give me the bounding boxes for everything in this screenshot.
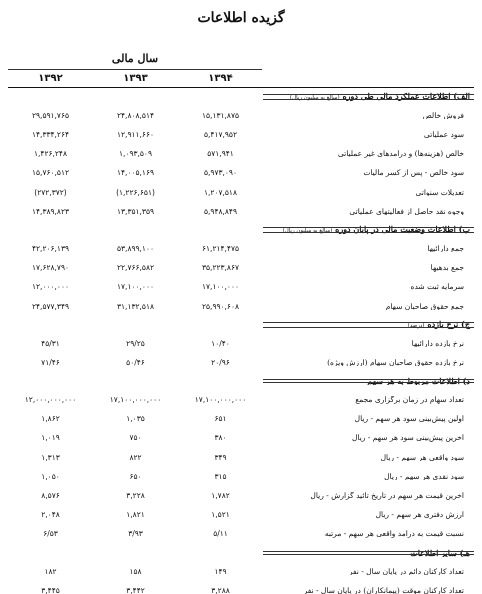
- fiscal-year-group-label: سال مالی: [8, 52, 262, 70]
- row-label: تعداد کارکنان موقت (پیمانکاران) در پایان سال - نفر: [303, 586, 464, 594]
- table-row: [8, 353, 474, 372]
- year-header: ۱۳۹۲: [38, 72, 63, 84]
- section-title-text: ج) نرخ بازده: [427, 320, 470, 330]
- section-header: [8, 372, 474, 390]
- table-row: [8, 278, 474, 297]
- section-unit: (مبالغ به میلیون ریال): [282, 228, 333, 235]
- value-cell: ۲۹/۲۵: [126, 338, 145, 348]
- value-cell: ۵۷۱,۹۴۱: [207, 149, 234, 159]
- table-row: [8, 125, 474, 144]
- section-title-box: [263, 94, 474, 100]
- value-cell: ۱,۵۲۱: [211, 510, 230, 520]
- value-cell: ۱,۷۸۲: [211, 491, 230, 501]
- section-title-text: الف) اطلاعات عملکرد مالی طی دوره: [342, 92, 470, 102]
- value-cell: ۲۹,۵۹۱,۷۶۵: [32, 110, 69, 120]
- value-cell: ۷۵۰: [129, 433, 142, 443]
- section-title: [263, 92, 474, 102]
- row-label: وجوه نقد حاصل از فعالیتهای عملیاتی: [349, 207, 464, 216]
- value-cell: ۲۴,۵۷۷,۳۴۹: [32, 301, 69, 311]
- value-cell: ۲۲,۷۶۶,۵۸۲: [117, 263, 154, 273]
- section-header: [8, 544, 474, 562]
- table-row: [8, 297, 474, 316]
- value-cell: ۵,۹۴۸,۸۴۹: [204, 206, 237, 216]
- value-cell: ۲۴,۸۰۸,۵۱۴: [117, 110, 154, 120]
- value-cell: ۱,۰۳۵: [126, 414, 145, 424]
- value-cell: ۱,۳۱۳: [41, 452, 60, 462]
- value-cell: ۳,۴۴۲: [126, 585, 145, 594]
- table-row: [8, 448, 474, 467]
- value-cell: ۱,۸۶۲: [41, 414, 60, 424]
- value-cell: ۶۵۱: [214, 414, 227, 424]
- section-header: [8, 221, 474, 239]
- value-cell: ۱,۸۲۱: [126, 510, 145, 520]
- table-row: [8, 505, 474, 524]
- table-row: [8, 467, 474, 486]
- value-cell: ۴۵/۳۱: [41, 338, 60, 348]
- value-cell: ۱۷,۱۰۰,۰۰۰: [202, 282, 239, 292]
- value-cell: ۱۵,۱۳۱,۸۷۵: [202, 110, 239, 120]
- value-cell: ۱۴,۰۰۵,۱۶۹: [117, 168, 154, 178]
- section-title: [263, 549, 474, 557]
- value-cell: (۱,۲۲۶,۶۵۱): [116, 187, 155, 197]
- table-row: [8, 486, 474, 505]
- section-title-text: ب) اطلاعات وضعیت مالی در پایان دوره: [335, 225, 470, 235]
- value-cell: ۷۱/۴۶: [41, 357, 60, 367]
- section-title-box: [263, 322, 474, 328]
- value-cell: ۱۲,۹۱۱,۶۶۰: [117, 130, 154, 140]
- value-cell: ۱,۲۰۷,۵۱۸: [204, 187, 237, 197]
- table-row: [8, 334, 474, 353]
- value-cell: ۱,۰۹۳,۵۰۹: [119, 149, 152, 159]
- table-row: [8, 202, 474, 221]
- value-cell: ۱,۰۱۹: [41, 433, 60, 443]
- value-cell: ۲۰/۹۶: [211, 357, 230, 367]
- row-label: نرخ بازده دارائیها: [411, 339, 464, 348]
- value-cell: ۳۱,۱۳۲,۵۱۸: [117, 301, 154, 311]
- value-cell: ۱۴۹: [214, 566, 227, 576]
- value-cell: ۴۲,۲۰۶,۱۳۹: [32, 243, 69, 253]
- section-header: [8, 88, 474, 106]
- table-row: [8, 409, 474, 428]
- value-cell: ۲,۰۴۸: [41, 510, 60, 520]
- section-title-text: هـ) سایر اطلاعات: [410, 548, 470, 557]
- value-cell: ۱۷,۱۰۰,۰۰۰: [117, 282, 154, 292]
- value-cell: ۶۵۰: [129, 471, 142, 481]
- row-label: سود واقعی هر سهم - ریال: [380, 453, 464, 462]
- row-label: آخرین پیش‌بینی سود هر سهم - ریال: [351, 434, 464, 442]
- row-label: نسبت قیمت به درآمد واقعی هر سهم - مرتبه: [324, 530, 464, 538]
- value-cell: ۵۰/۴۶: [126, 357, 145, 367]
- row-label: سرمایه ثبت شده: [410, 283, 464, 291]
- value-cell: ۸۲۲: [129, 452, 142, 462]
- value-cell: ۱,۴۲۶,۲۴۸: [34, 149, 67, 159]
- value-cell: ۳۸۰: [214, 433, 227, 443]
- row-label: سود نقدی هر سهم - ریال: [384, 472, 464, 481]
- table-row: [8, 525, 474, 544]
- value-cell: ۱۷,۱۰۰,۰۰۰,۰۰۰: [194, 395, 247, 405]
- value-cell: ۳۱۵: [214, 471, 227, 481]
- table-row: [8, 429, 474, 448]
- section-header: [8, 316, 474, 334]
- table-row: [8, 562, 474, 581]
- table-row: [8, 581, 474, 594]
- row-label: خالص (هزینه‌ها) و درآمدهای غیر عملیاتی: [337, 150, 464, 158]
- table-row: [8, 183, 474, 202]
- section-title: [263, 225, 474, 235]
- value-cell: ۶/۵۳: [43, 529, 58, 539]
- table-row: [8, 144, 474, 163]
- page-title: گزیده اطلاعات: [197, 10, 285, 26]
- value-cell: (۲۷۲,۳۷۲): [34, 187, 67, 197]
- row-label: سود خالص - پس از کسر مالیات: [363, 169, 464, 177]
- value-cell: ۱۳,۳۵۱,۳۵۹: [117, 206, 154, 216]
- row-label: جمع دارائیها: [427, 244, 464, 253]
- value-cell: ۱۲,۰۰۰,۰۰۰,۰۰۰: [24, 395, 77, 405]
- year-header-row: [8, 70, 474, 88]
- row-label: فروش خالص: [422, 111, 464, 120]
- table-row: [8, 239, 474, 258]
- section-unit: (درصد): [407, 323, 425, 330]
- table-row: [8, 164, 474, 183]
- value-cell: ۳۵,۲۲۳,۸۶۷: [202, 263, 239, 273]
- value-cell: ۵/۱۱: [213, 529, 228, 539]
- value-cell: ۵,۹۷۳,۰۹۰: [204, 168, 237, 178]
- value-cell: ۱۲,۰۰۰,۰۰۰: [32, 282, 69, 292]
- row-label: تعدیلات سنواتی: [415, 188, 464, 197]
- value-cell: ۳,۲۸۸: [211, 585, 230, 594]
- row-label: تعداد کارکنان دائم در پایان سال - نفر: [348, 567, 464, 576]
- year-header: ۱۳۹۳: [123, 72, 148, 84]
- row-label: جمع بدهیها: [430, 264, 464, 272]
- row-label: تعداد سهام در زمان برگزاری مجمع: [355, 396, 464, 404]
- value-cell: ۳/۹۳: [128, 529, 143, 539]
- row-label: نرخ بازده حقوق صاحبان سهام (ارزش ویژه): [327, 358, 464, 367]
- section-title: [263, 320, 474, 330]
- table-body: [8, 88, 474, 594]
- section-unit: (مبالغ به میلیون ریال): [289, 95, 340, 102]
- financial-summary-table: [8, 70, 474, 594]
- value-cell: ۳,۲۲۸: [126, 491, 145, 501]
- value-cell: ۱۷,۶۲۸,۷۹۰: [32, 263, 69, 273]
- value-cell: ۱۴,۳۳۴,۲۶۴: [32, 130, 69, 140]
- value-cell: ۵,۴۱۷,۹۵۲: [204, 130, 237, 140]
- row-label: جمع حقوق صاحبان سهام: [385, 302, 464, 311]
- value-cell: ۸,۵۷۶: [41, 491, 60, 501]
- row-label: اولین پیش‌بینی سود هر سهم - ریال: [354, 415, 464, 423]
- table-row: [8, 390, 474, 409]
- table-row: [8, 106, 474, 125]
- value-cell: ۳,۴۴۵: [41, 585, 60, 594]
- value-cell: ۱۴,۳۸۹,۸۲۳: [32, 206, 69, 216]
- year-header: ۱۳۹۴: [208, 72, 233, 84]
- value-cell: ۱۵,۷۶۰,۵۱۲: [32, 168, 69, 178]
- row-label: آخرین قیمت هر سهم در تاریخ تأئید گزارش - ریال: [310, 492, 464, 500]
- value-cell: ۱۰/۴۰: [211, 338, 230, 348]
- value-cell: ۶۱,۲۱۴,۴۷۵: [202, 243, 239, 253]
- value-cell: ۱۵۸: [129, 566, 142, 576]
- value-cell: ۵۳,۸۹۹,۱۰۰: [117, 243, 154, 253]
- value-cell: ۲۵,۹۹۰,۶۰۸: [202, 301, 239, 311]
- section-title-box: [263, 227, 474, 233]
- value-cell: ۳۴۹: [214, 452, 227, 462]
- value-cell: ۱,۰۵۰: [41, 471, 60, 481]
- table-row: [8, 258, 474, 277]
- section-title-text: د) اطلاعات مربوط به هر سهم: [367, 377, 470, 386]
- row-label: سود عملیاتی: [423, 131, 464, 139]
- row-label: ارزش دفتری هر سهم - ریال: [375, 511, 464, 519]
- value-cell: ۱۸۲: [44, 566, 57, 576]
- value-cell: ۱۷,۱۰۰,۰۰۰,۰۰۰: [109, 395, 162, 405]
- section-title: [263, 377, 474, 385]
